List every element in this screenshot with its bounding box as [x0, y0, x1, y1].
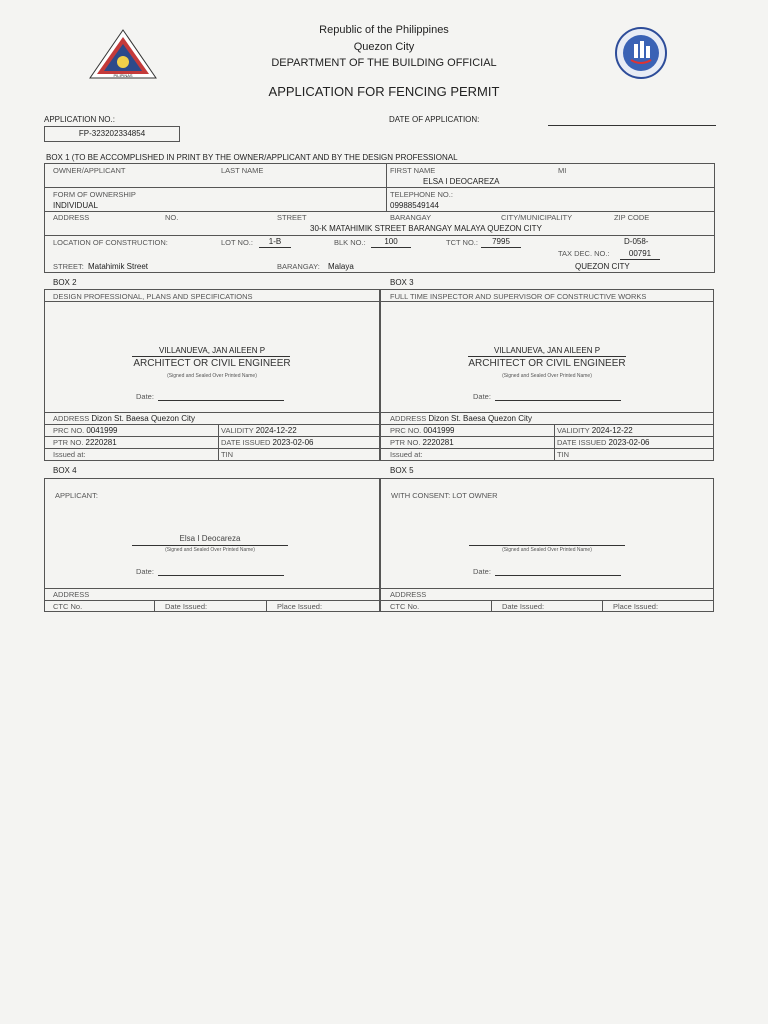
address-no-label: NO.	[165, 213, 179, 222]
tct-label: TCT NO.:	[446, 238, 478, 247]
date-of-application-label: DATE OF APPLICATION:	[389, 115, 480, 124]
lot-value: 1-B	[268, 237, 282, 246]
box3-validity-value: 2024-12-22	[591, 426, 633, 435]
street2-label: STREET:	[53, 262, 84, 271]
box3-date-issued-label: DATE ISSUED	[557, 438, 607, 447]
blk-value: 100	[384, 237, 398, 246]
box3-tin-label: TIN	[557, 450, 570, 459]
box2-heading: DESIGN PROFESSIONAL, PLANS AND SPECIFICATIONS	[53, 292, 253, 301]
box5-sign-note: (Signed and Sealed Over Printed Name)	[502, 547, 592, 553]
box3-address-value: Dizon St. Baesa Quezon City	[428, 414, 532, 423]
box2-role: ARCHITECT OR CIVIL ENGINEER	[133, 358, 291, 369]
blk-label: BLK NO.:	[334, 238, 366, 247]
barangay2-value: Malaya	[328, 262, 354, 271]
box2-validity-value: 2024-12-22	[255, 426, 297, 435]
box4-label: BOX 4	[53, 466, 77, 475]
last-name-label: LAST NAME	[221, 166, 264, 175]
box2-ptr-label: PTR NO.	[53, 438, 84, 447]
ownership-value: INDIVIDUAL	[53, 201, 98, 210]
header-department: DEPARTMENT OF THE BUILDING OFFICIAL	[271, 57, 497, 69]
box3-address-label: ADDRESS	[390, 414, 427, 423]
box2-prc-value: 0041999	[86, 426, 118, 435]
telephone-value: 09988549144	[390, 201, 439, 210]
box3-ptr-label: PTR NO.	[390, 438, 421, 447]
box5-address-label: ADDRESS	[390, 590, 427, 599]
box4-place-issued-label: Place Issued:	[277, 602, 323, 611]
box3-date-issued-value: 2023-02-06	[608, 438, 650, 447]
header-country: Republic of the Philippines	[319, 24, 449, 36]
taxdec-value: 00791	[628, 249, 652, 258]
box2-tin-label: TIN	[221, 450, 234, 459]
address-value: 30-K MATAHIMIK STREET BARANGAY MALAYA QUEZON CITY	[310, 224, 542, 233]
ownership-label: FORM OF OWNERSHIP	[53, 190, 136, 199]
box3-validity-label: VALIDITY	[557, 426, 590, 435]
box4-date-label: Date:	[136, 567, 154, 576]
box5-date-label: Date:	[473, 567, 491, 576]
box3-issued-at-label: Issued at:	[390, 450, 423, 459]
box2-ptr-value: 2220281	[85, 438, 117, 447]
box1-heading: BOX 1 (TO BE ACCOMPLISHED IN PRINT BY THE OWNER/APPLICANT AND BY THE DESIGN PROFESSIONAL	[46, 153, 458, 162]
box4-address-label: ADDRESS	[53, 590, 90, 599]
box2-date-issued-value: 2023-02-06	[272, 438, 314, 447]
box4-sign-note: (Signed and Sealed Over Printed Name)	[165, 547, 255, 553]
box2-issued-at-label: Issued at:	[53, 450, 86, 459]
box5-date-issued-label: Date Issued:	[502, 602, 545, 611]
taxdec-label: TAX DEC. NO.:	[558, 249, 610, 258]
box3-prc-value: 0041999	[423, 426, 455, 435]
address-label: ADDRESS	[53, 213, 90, 222]
box3-label: BOX 3	[390, 278, 414, 287]
box2-address-value: Dizon St. Baesa Quezon City	[91, 414, 195, 423]
box2-label: BOX 2	[53, 278, 77, 287]
box2-date-issued-label: DATE ISSUED	[221, 438, 271, 447]
first-name-label: FIRST NAME	[390, 166, 436, 175]
box3-heading: FULL TIME INSPECTOR AND SUPERVISOR OF CONSTRUCTIVE WORKS	[390, 292, 647, 301]
box2-date-label: Date:	[136, 392, 154, 401]
box3-date-label: Date:	[473, 392, 491, 401]
box5-ctc-label: CTC No.	[390, 602, 420, 611]
address-city-label: CITY/MUNICIPALITY	[501, 213, 573, 222]
lot-label: LOT NO.:	[221, 238, 253, 247]
box3-ptr-value: 2220281	[422, 438, 454, 447]
box3-sign-note: (Signed and Sealed Over Printed Name)	[502, 373, 592, 379]
box5-label: BOX 5	[390, 466, 414, 475]
box4-date-issued-label: Date Issued:	[165, 602, 208, 611]
barangay2-label: BARANGAY:	[277, 262, 320, 271]
application-no-label: APPLICATION NO.:	[44, 115, 115, 124]
box3-name: VILLANUEVA, JAN AILEEN P	[493, 346, 601, 355]
box4-ctc-label: CTC No.	[53, 602, 83, 611]
seal-text: PILIPINAS	[113, 73, 133, 78]
taxdec-prefix: D-058-	[624, 237, 649, 246]
box4-heading: APPLICANT:	[55, 491, 98, 500]
street2-value: Matahimik Street	[88, 262, 149, 271]
address-zip-label: ZIP CODE	[614, 213, 650, 222]
box5-place-issued-label: Place Issued:	[613, 602, 659, 611]
application-no-value: FP-323202334854	[78, 129, 146, 138]
owner-label: OWNER/APPLICANT	[53, 166, 126, 175]
box2-address-label: ADDRESS	[53, 414, 90, 423]
mi-label: MI	[558, 166, 567, 175]
location-label: LOCATION OF CONSTRUCTION:	[53, 238, 168, 247]
box4-name: Elsa I Deocareza	[179, 534, 241, 543]
telephone-label: TELEPHONE NO.:	[390, 190, 453, 199]
box2-sign-note: (Signed and Sealed Over Printed Name)	[167, 373, 257, 379]
address-barangay-label: BARANGAY	[390, 213, 432, 222]
box2-prc-label: PRC NO.	[53, 426, 85, 435]
box5-heading: WITH CONSENT: LOT OWNER	[391, 491, 498, 500]
box2-name: VILLANUEVA, JAN AILEEN P	[158, 346, 266, 355]
date-of-application-line	[548, 125, 716, 126]
box2-validity-label: VALIDITY	[221, 426, 254, 435]
tct-value: 7995	[492, 237, 510, 246]
form-title: APPLICATION FOR FENCING PERMIT	[268, 84, 500, 99]
box3-role: ARCHITECT OR CIVIL ENGINEER	[468, 358, 626, 369]
header-city: Quezon City	[353, 41, 415, 53]
box3-prc-label: PRC NO.	[390, 426, 422, 435]
owner-value: ELSA I DEOCAREZA	[423, 177, 500, 186]
address-street-label: STREET	[277, 213, 307, 222]
city-value: QUEZON CITY	[575, 262, 630, 271]
